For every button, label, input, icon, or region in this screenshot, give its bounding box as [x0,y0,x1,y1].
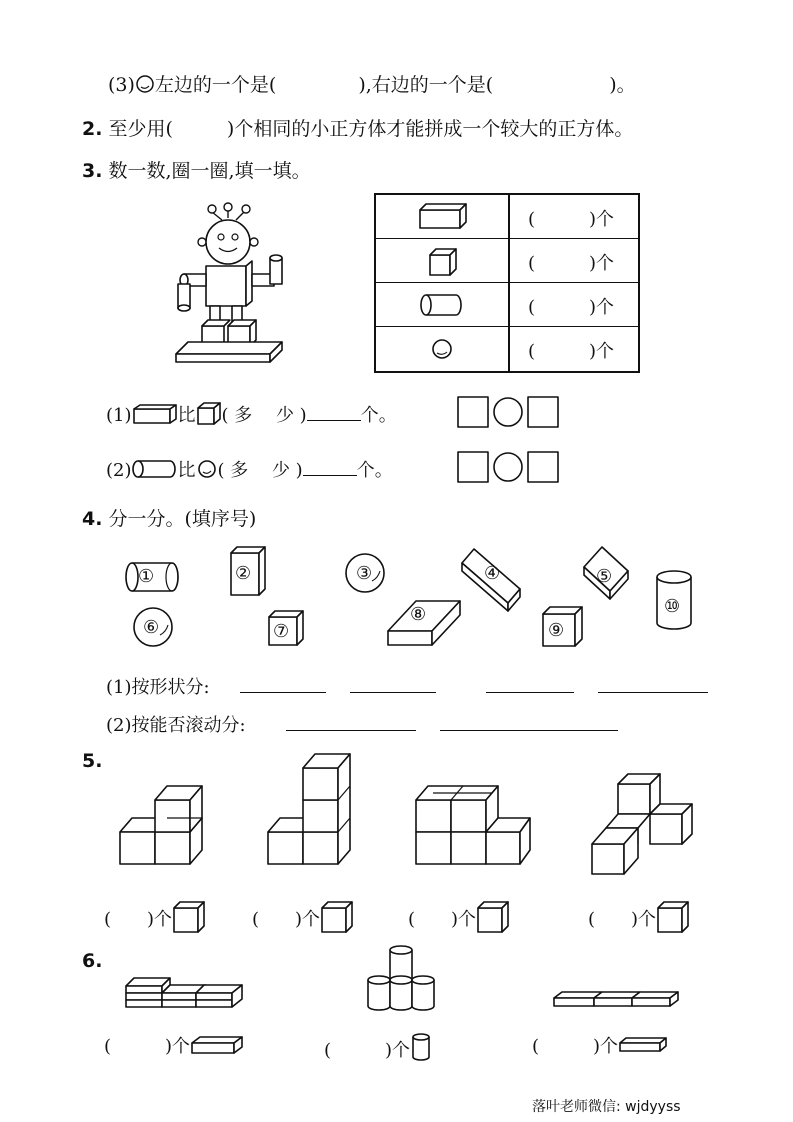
compare-boxes-1[interactable] [456,395,560,429]
compare-boxes-2[interactable] [456,450,560,484]
count-cuboid[interactable]: ( )个 [528,209,615,230]
q3-sub1-prefix: (1) [106,405,132,426]
q3-sub2-prefix: (2) [106,460,132,481]
q4-sub1-text: (1)按形状分: [106,677,210,698]
q6-number: 6. [82,950,103,972]
cube-icon [376,239,508,283]
flat-cuboid-icon [190,1035,244,1055]
q3-sub2-blank[interactable] [303,457,357,476]
footer-watermark: 落叶老师微信: wjdyyss [532,1099,681,1115]
q4-sub2-blank-2[interactable] [440,712,618,731]
q2-text-b: )个相同的小正方体才能拼成一个较大的正方体。 [226,118,634,140]
sphere-icon [135,74,155,94]
q4-sub1-blank-2[interactable] [350,674,436,693]
q5-answer-1-text[interactable]: ( )个 [104,909,173,930]
count-cube[interactable]: ( )个 [528,253,615,274]
q2-text-a: 至少用( [108,118,173,140]
q4-sub2 [106,711,246,737]
shape-5-label: ⑤ [596,566,613,587]
q3-sub1-more-less: ( 多 少 ) [221,405,307,426]
q1-3-text-a: 左边的一个是( [154,74,277,96]
cube-icon [196,402,222,426]
cylinder-icon [132,458,178,480]
flat-cuboid-icon [618,1036,668,1054]
q5-figure-1 [118,780,208,866]
sphere-icon [196,458,218,480]
q3-sub2-bi: 比 [177,460,196,481]
q3-sub1-bi: 比 [177,405,196,426]
cylinder-icon [376,283,508,327]
q3-sub1-blank[interactable] [307,402,361,421]
table-row-cylinder [376,283,638,327]
q6-answer-1 [104,1032,244,1058]
shape-9-label: ⑨ [548,620,565,641]
shape-7-label: ⑦ [273,621,290,642]
cylinder-icon [410,1032,432,1062]
q4-sub2-text: (2)按能否滚动分: [106,715,246,736]
q6-figure-3 [552,988,682,1010]
q5-answer-2 [252,900,354,934]
shape-3-label: ③ [356,563,373,584]
q5-answer-4 [588,900,690,934]
cube-icon [656,900,690,934]
q3-sub1-unit: 个。 [360,405,397,426]
q4-sub1 [106,673,210,699]
q5-figure-2 [266,748,356,868]
q3-sub2-more-less: ( 多 少 ) [217,460,303,481]
q4-number: 4. [82,508,103,530]
q5-answer-3-text[interactable]: ( )个 [408,909,477,930]
q6-answer-1-text[interactable]: ( )个 [104,1036,191,1057]
cube-icon [320,900,354,934]
cuboid-icon [376,195,508,239]
q3-heading [82,156,311,183]
q1-3-line [108,70,636,97]
q4-sub1-blank-4[interactable] [598,674,708,693]
q3-sub1 [106,401,397,427]
q5-figure-3 [414,780,534,866]
q3-number: 3. [82,160,103,182]
q6-figure-1 [124,972,248,1010]
q6-answer-3-text[interactable]: ( )个 [532,1036,619,1057]
q6-figure-2 [366,944,436,1014]
cube-icon [172,900,206,934]
count-cylinder[interactable]: ( )个 [528,297,615,318]
q2-number: 2. [82,118,103,140]
table-row-sphere [376,327,638,371]
q4-sub2-blank-1[interactable] [286,712,416,731]
q5-answer-4-text[interactable]: ( )个 [588,909,657,930]
q6-answer-3 [532,1032,668,1058]
shape-2-label: ② [235,563,252,584]
q5-answer-2-text[interactable]: ( )个 [252,909,321,930]
q3-title: 数一数,圈一圈,填一填。 [108,160,311,182]
cuboid-icon [132,403,178,425]
shape-1-label: ① [138,566,155,587]
robot-illustration [172,200,292,370]
q5-figure-4 [590,770,700,876]
q1-3-prefix: (3) [108,74,135,96]
q6-answer-2 [324,1032,432,1062]
shape-6-label: ⑥ [143,617,160,638]
q4-heading [82,504,256,531]
q4-title: 分一分。(填序号) [108,508,257,530]
sphere-icon [376,327,508,371]
q5-answer-1 [104,900,206,934]
q4-sub1-blank-1[interactable] [240,674,326,693]
shape-10-label: ⑩ [664,596,681,617]
shape-4-label: ④ [484,563,501,584]
count-sphere[interactable]: ( )个 [528,341,615,362]
q6-answer-2-text[interactable]: ( )个 [324,1040,411,1061]
q4-sub1-blank-3[interactable] [486,674,574,693]
q3-sub2 [106,456,393,482]
q5-number: 5. [82,750,103,772]
q3-sub2-unit: 个。 [356,460,393,481]
count-table [374,193,640,373]
q1-3-text-b: ),右边的一个是( [358,74,494,96]
cube-icon [476,900,510,934]
table-row-cube [376,239,638,283]
q2-line [82,114,633,141]
q1-3-text-c: )。 [609,74,636,96]
table-row-cuboid [376,195,638,239]
q5-answer-3 [408,900,510,934]
shape-8-label: ⑧ [410,604,427,625]
